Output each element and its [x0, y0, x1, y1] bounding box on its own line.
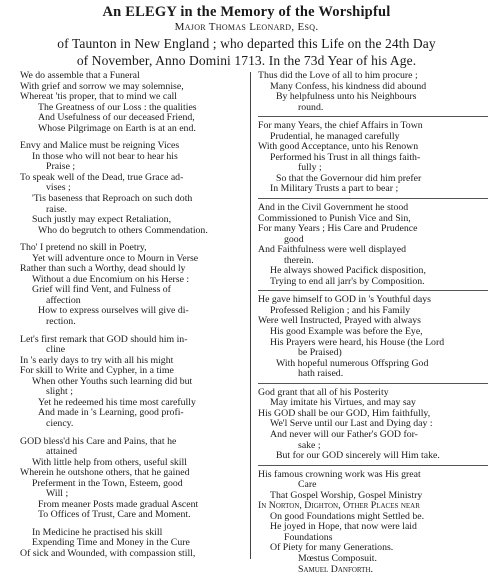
verse-line: therein. [284, 254, 314, 266]
verse-line: be Praised) [298, 347, 342, 359]
verse-line: Care [298, 479, 317, 491]
verse-line: Samuel Danforth. [298, 563, 373, 575]
verse-line: With little help from others, useful skill [32, 456, 187, 468]
verse-line: Praise ; [46, 161, 76, 173]
verse-line: Thus did the Love of all to him procure ; [258, 70, 418, 81]
verse-line: good [284, 233, 304, 245]
verse-line: That Gospel Worship, Gospel Ministry [270, 489, 423, 501]
verse-line: hath raised. [298, 368, 344, 380]
verse-line: rection. [46, 316, 76, 328]
verse-line: And never will our Father's GOD for- [270, 428, 418, 440]
stanza-rule [258, 198, 488, 199]
verse-line: He joyed in Hope, that now were laid [270, 521, 417, 533]
verse-line: By helpfulness unto his Neighbours [276, 91, 417, 103]
verse-line: In Norton, Dighton, Other Places near [258, 500, 420, 512]
verse-line: Grief will find Vent, and Fulness of [32, 284, 171, 296]
stanza [20, 437, 249, 521]
right-column [258, 71, 488, 575]
verse-line: For many Years, the chief Affairs in Town [258, 120, 423, 132]
verse-line: Without a due Encomium on his Herse : [32, 273, 190, 285]
verse-line: Will ; [46, 488, 69, 500]
verse-line: attained [46, 446, 78, 458]
left-column [20, 71, 249, 560]
subtitle-line-1: of Taunton in New England ; who departed this Life on the 24th Day [57, 36, 436, 51]
stanza [258, 388, 488, 462]
verse-line: To Offices of Trust, Care and Moment. [38, 509, 191, 521]
verse-line: Whereat 'tis proper, that to mind we call [20, 91, 177, 103]
stanza [20, 243, 249, 327]
verse-line: vises ; [46, 182, 71, 194]
verse-line: For many Years ; His Care and Prudence [258, 223, 418, 235]
verse-line: From meaner Posts made gradual Ascent [38, 498, 199, 510]
verse-line: Envy and Malice must be reigning Vices [20, 140, 180, 152]
verse-line: Performed his Trust in all things faith- [270, 151, 421, 163]
verse-line: With grief and sorrow we may solemnise, [20, 80, 184, 92]
verse-line: affection [46, 294, 81, 306]
verse-line: Expending Time and Money in the Cure [32, 537, 190, 549]
verse-line: Preferment in the Town, Esteem, good [32, 477, 183, 489]
verse-line: And made in 's Learning, good profi- [38, 407, 184, 419]
verse-line: So that the Governour did him prefer [276, 172, 422, 184]
verse-line: Let's first remark that GOD should him in- [20, 333, 188, 345]
verse-line: In 's early days to try with all his might [20, 354, 174, 366]
stanza [20, 71, 249, 134]
verse-line: Commissioned to Punish Vice and Sin, [258, 212, 411, 224]
verse-line: sake ; [298, 439, 321, 451]
verse-line: The Greatness of our Loss : the qualities [38, 101, 197, 113]
subtitle-line-2: of November, Anno Domini 1713. In the 73d Year of his Age. [76, 53, 417, 68]
verse-line: Tho' I pretend no skill in Poetry, [20, 242, 147, 254]
verse-line: And Faithfulness were well displayed [258, 244, 407, 256]
verse-line: With good Acceptance, unto his Renown [258, 141, 419, 153]
stanza [258, 203, 488, 287]
verse-line: fully ; [298, 162, 322, 174]
subject-name: Major Thomas Leonard, Esq. [174, 21, 319, 33]
verse-line: How to express ourselves will give di- [38, 305, 189, 317]
verse-line: Yet he redeemed his time most carefully [38, 396, 196, 408]
verse-line: In Military Trusts a part to bear ; [270, 183, 399, 195]
verse-line: Rather than such a Worthy, dead should ly [20, 263, 186, 275]
verse-line: ciency. [46, 417, 74, 429]
elegy-title: An ELEGY in the Memory of the Worshipful [102, 4, 391, 20]
verse-line: And Usefulness of our deceased Friend, [38, 112, 195, 124]
verse-line: In those who will not bear to hear his [32, 150, 178, 162]
verse-line: cline [46, 344, 66, 356]
verse-line: Trying to end all jarr's by Composition. [270, 275, 425, 287]
verse-line: Were well Instructed, Prayed with always [258, 315, 421, 327]
verse-line: Professed Religion ; and his Family [270, 304, 411, 316]
stanza-rule [258, 465, 488, 466]
verse-line: Of sick and Wounded, with compassion still, [20, 547, 196, 559]
verse-line: We'l Serve until our Last and Dying day : [270, 418, 433, 430]
verse-line: May imitate his Virtues, and may say [270, 397, 416, 409]
stanza [20, 335, 249, 430]
verse-line: For skill to Write and Cypher, in a time [20, 365, 174, 377]
stanza [20, 141, 249, 236]
column-divider [250, 72, 251, 559]
stanza [258, 121, 488, 195]
verse-line: Many Confess, his kindness did abound [270, 80, 427, 92]
stanza-rule [258, 290, 488, 291]
verse-line: He gave himself to GOD in 's Youthful days [258, 294, 431, 306]
verse-line: 'Tis baseness that Reproach on such doth [32, 193, 193, 205]
verse-line: Foundations [284, 531, 333, 543]
verse-line: With hopeful numerous Offspring God [276, 357, 429, 369]
stanza [258, 470, 488, 575]
verse-line: Whose Pilgrimage on Earth is at an end. [38, 122, 196, 134]
stanza-rule [258, 383, 488, 384]
verse-line: slight ; [46, 386, 73, 398]
stanza [258, 295, 488, 379]
verse-line: When other Youths such learning did but [32, 375, 193, 387]
verse-line: round. [298, 101, 324, 113]
verse-line: Prudential, he managed carefully [270, 130, 400, 142]
verse-line: Mœstus Composuit. [298, 552, 377, 564]
verse-line: To speak well of the Dead, true Grace ad- [20, 171, 184, 183]
verse-line: On good Foundations might Settled be. [270, 510, 425, 522]
verse-line: But for our GOD sincerely will Him take. [276, 450, 440, 462]
verse-line: He always showed Pacifick disposition, [270, 265, 426, 277]
verse-line: His GOD shall be our GOD, Him faithfully, [258, 407, 431, 419]
verse-line: GOD bless'd his Care and Pains, that he [20, 435, 177, 447]
verse-line: Such justly may expect Retaliation, [32, 214, 172, 226]
verse-line: Who do begrutch to others Commendation. [38, 224, 208, 236]
verse-line: We do assemble that a Funeral [20, 70, 140, 81]
verse-line: God grant that all of his Posterity [258, 386, 389, 398]
verse-line: raise. [46, 203, 67, 215]
stanza-rule [258, 116, 488, 117]
verse-line: Yet will adventure once to Mourn in Verse [32, 252, 199, 264]
stanza [20, 528, 249, 560]
verse-line: Wherein he outshone others, that he gained [20, 467, 190, 479]
verse-line: His famous crowning work was His great [258, 468, 421, 480]
verse-line: Of Piety for many Generations. [270, 542, 394, 554]
verse-line: In Medicine he practised his skill [32, 526, 163, 538]
verse-line: And in the Civil Government he stood [258, 202, 409, 214]
stanza [258, 71, 488, 113]
verse-line: His good Example was before the Eye, [270, 326, 423, 338]
verse-line: His Prayers were heard, his House (the Lord [270, 336, 445, 348]
